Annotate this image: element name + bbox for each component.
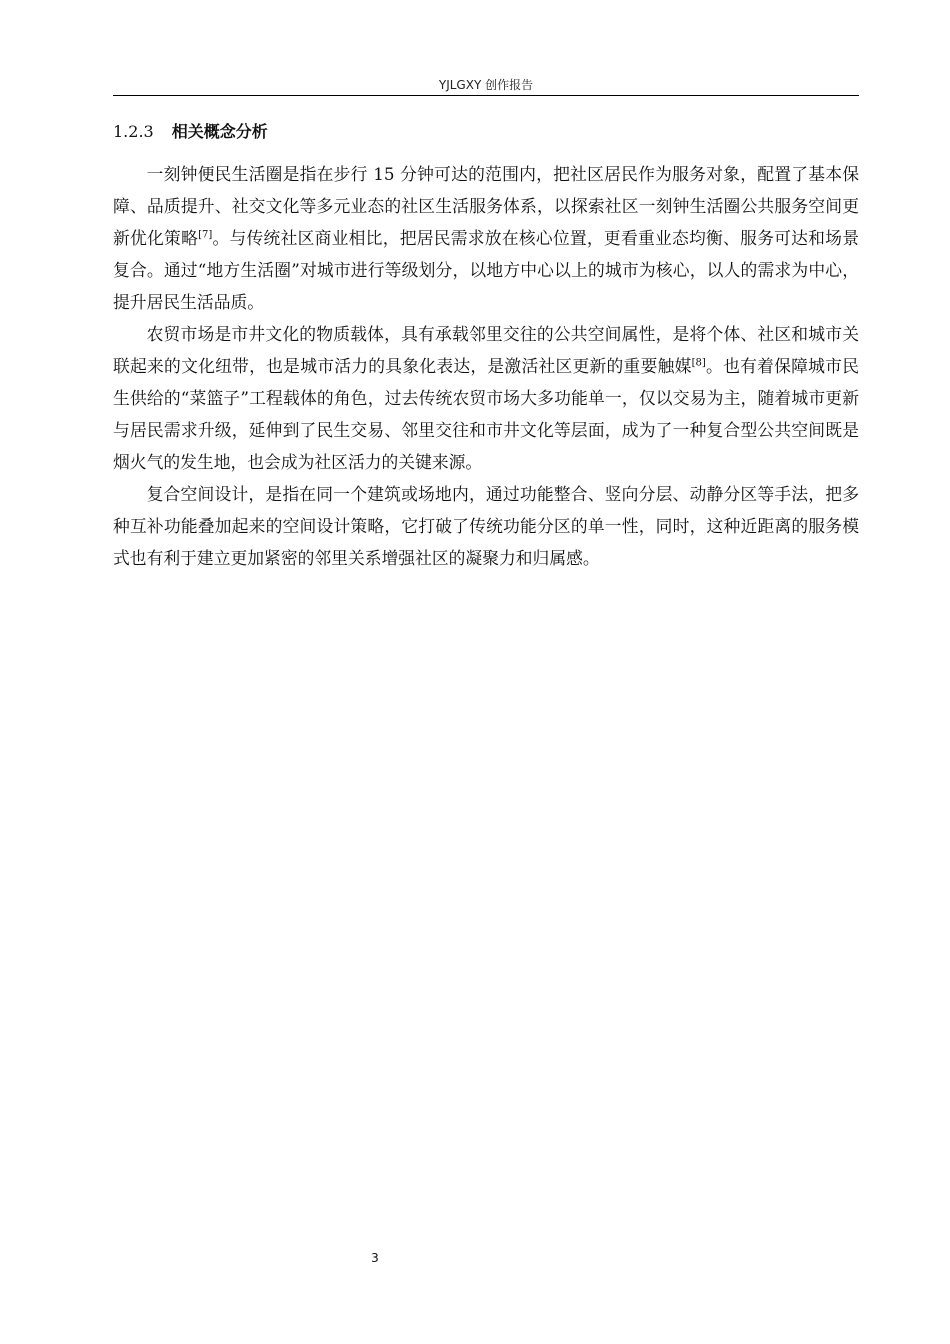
section-number: 1.2.3 [113,122,154,141]
paragraph-2-text-cont: 。也有着保障城市民生供给的“菜篮子”工程载体的角色，过去传统农贸市场大多功能单一，仅以交易为主，随着城市更新与居民需求升级，延伸到了民生交易、邻里交往和市井文化等层面，成为了一种复合型公共空间既是烟火气的发生地，也会成为社区活力的关键来源。 [113,356,859,472]
body-text [113,158,859,574]
page-number: 3 [371,1251,379,1265]
header-divider [113,95,859,96]
citation-7: [7] [198,229,213,241]
paragraph-1 [113,158,859,318]
citation-8: [8] [691,357,706,369]
page-header: YJLGXY 创作报告 [438,78,534,92]
paragraph-1-text: 一刻钟便民生活圈是指在步行 15 分钟可达的范围内，把社区居民作为服务对象，配置了基本保障、品质提升、社交文化等多元业态的社区生活服务体系，以探索社区一刻钟生活圈公共服务空间更新优化策略 [113,164,859,248]
paragraph-1-text-cont: 。与传统社区商业相比，把居民需求放在核心位置，更看重业态均衡、服务可达和场景复合。通过“地方生活圈”对城市进行等级划分，以地方中心以上的城市为核心，以人的需求为中心，提升居民生活品质。 [113,228,859,312]
paragraph-2-text: 农贸市场是市井文化的物质载体，具有承载邻里交往的公共空间属性，是将个体、社区和城市关联起来的文化纽带，也是城市活力的具象化表达，是激活社区更新的重要触媒 [113,324,859,376]
paragraph-3: 复合空间设计，是指在同一个建筑或场地内，通过功能整合、竖向分层、动静分区等手法，把多种互补功能叠加起来的空间设计策略，它打破了传统功能分区的单一性，同时，这种近距离的服务模式也有利于建立更加紧密的邻里关系增强社区的凝聚力和归属感。 [113,484,859,568]
paragraph-2 [113,318,859,478]
section-title: 相关概念分析 [171,122,268,141]
section-heading [113,120,859,144]
